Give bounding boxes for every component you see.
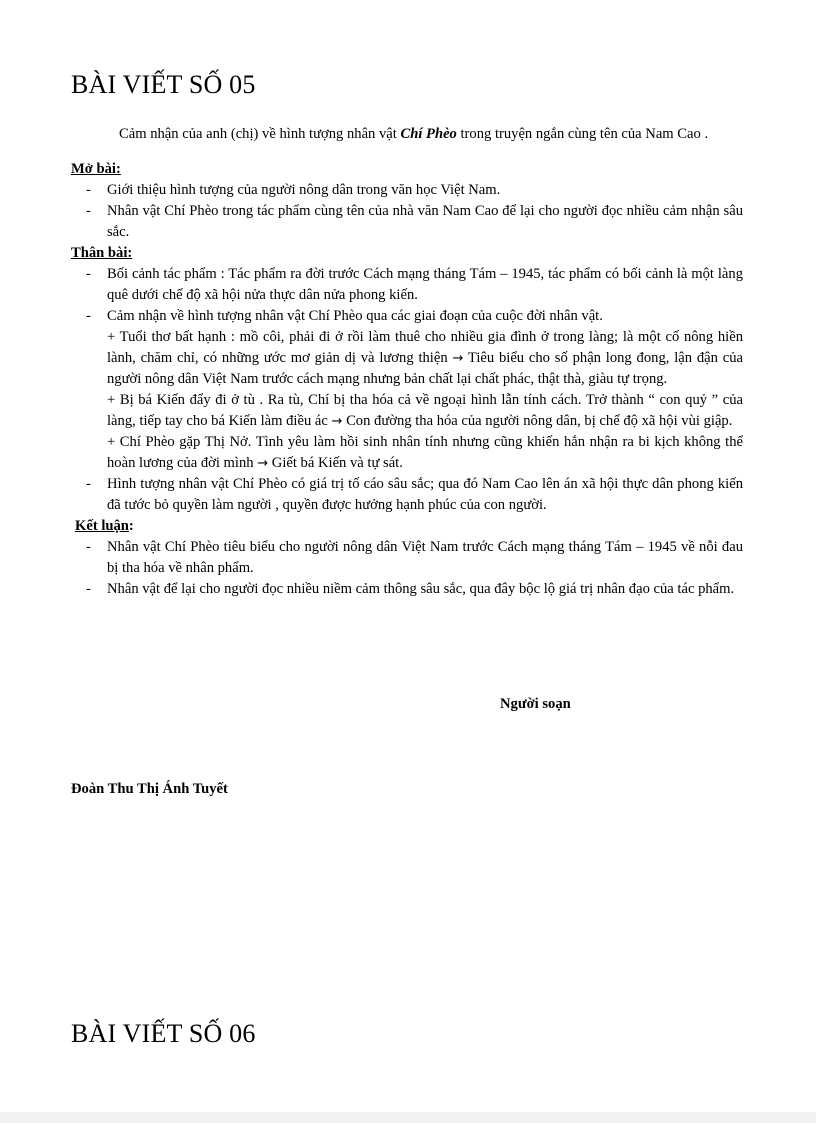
dash-bullet: - — [86, 266, 91, 282]
sub-point-corruption — [71, 390, 743, 432]
essay-body — [71, 124, 743, 600]
dash-bullet: - — [86, 476, 91, 492]
list-item-text: Hình tượng nhân vật Chí Phèo có giá trị tố cáo sâu sắc; qua đó Nam Cao lên án xã hội thực dân phong kiến đã tước bỏ quyền làm người , quyền được hưởng hạnh phúc của con người. — [107, 476, 743, 513]
mo-bai-list — [71, 180, 743, 243]
arrow-icon: → — [257, 456, 269, 471]
arrow-icon: → — [331, 414, 343, 429]
section-title-ket-luan — [71, 516, 743, 537]
sub-point-childhood — [71, 327, 743, 390]
list-item — [71, 306, 743, 327]
sub-point-text: + Bị bá Kiến đẩy đi ở tù . Ra tù, Chí bị tha hóa cả về ngoại hình lẫn tính cách. Trở thành “ con quỷ ” của làng, tiếp tay cho bá Kiến làm điều ác — [107, 392, 743, 429]
author-name: Đoàn Thu Thị Ánh Tuyết — [71, 781, 228, 797]
ket-luan-label: Kết luận — [75, 518, 129, 534]
dash-bullet: - — [86, 182, 91, 198]
sub-point-text: + Chí Phèo gặp Thị Nở. Tình yêu làm hồi sinh nhân tính nhưng cũng khiến hắn nhận ra bi kịch không thể hoàn lương của đời mình — [107, 434, 743, 471]
prompt-character-name: Chí Phèo — [400, 126, 457, 142]
list-item — [71, 264, 743, 306]
essay-prompt — [71, 124, 743, 145]
than-bai-list-continued — [71, 474, 743, 516]
sub-point-thi-no — [71, 432, 743, 474]
sub-point-text: Giết bá Kiến và tự sát. — [268, 455, 403, 471]
list-item-text: Nhân vật Chí Phèo tiêu biểu cho người nông dân Việt Nam trước Cách mạng tháng Tám – 1945 về nỗi đau bị tha hóa về nhân phẩm. — [107, 539, 743, 576]
dash-bullet: - — [86, 203, 91, 219]
essay-heading-06: BÀI VIẾT SỐ 06 — [71, 1019, 256, 1048]
essay-heading-05: BÀI VIẾT SỐ 05 — [71, 70, 256, 99]
signer-label: Người soạn — [500, 696, 571, 712]
ket-luan-colon: : — [128, 518, 134, 534]
page-bottom-band — [0, 1112, 816, 1123]
prompt-text-after: trong truyện ngắn cùng tên của Nam Cao . — [456, 126, 709, 142]
list-item-text: Giới thiệu hình tượng của người nông dân trong văn học Việt Nam. — [107, 182, 501, 198]
list-item-text: Cảm nhận về hình tượng nhân vật Chí Phèo qua các giai đoạn của cuộc đời nhân vật. — [107, 308, 603, 324]
sub-point-text: Tiêu biểu cho số phận long đong, lận đận của người nông dân Việt Nam trước cách mạng nhưng bản chất lại chất phác, thật thà, giàu tự trọng. — [107, 350, 743, 387]
dash-bullet: - — [86, 539, 91, 555]
dash-bullet: - — [86, 308, 91, 324]
sub-point-text: Con đường tha hóa của người nông dân, bị chế độ xã hội vùi giập. — [342, 413, 733, 429]
than-bai-list — [71, 264, 743, 327]
list-item — [71, 180, 743, 201]
list-item — [71, 474, 743, 516]
section-title-than-bai: Thân bài: — [71, 245, 133, 261]
list-item-text: Bối cảnh tác phẩm : Tác phẩm ra đời trước Cách mạng tháng Tám – 1945, tác phẩm có bối cảnh là một làng quê dưới chế độ xã hội nửa thực dân nửa phong kiến. — [107, 266, 743, 303]
ket-luan-list — [71, 537, 743, 600]
list-item — [71, 579, 743, 600]
list-item-text: Nhân vật để lại cho người đọc nhiều niềm cảm thông sâu sắc, qua đây bộc lộ giá trị nhân đạo của tác phẩm. — [107, 581, 735, 597]
dash-bullet: - — [86, 581, 91, 597]
section-title-mo-bai: Mở bài: — [71, 161, 121, 177]
arrow-icon: → — [452, 351, 464, 366]
list-item — [71, 201, 743, 243]
prompt-text-before: Cảm nhận của anh (chị) về hình tượng nhân vật — [119, 126, 401, 142]
sub-point-text: + Tuổi thơ bất hạnh : mồ côi, phải đi ở rồi làm thuê cho nhiều gia đình ở trong làng; là một cố nông hiền lành, chăm chỉ, có những ước mơ giản dị và lương thiện — [107, 329, 743, 366]
list-item — [71, 537, 743, 579]
list-item-text: Nhân vật Chí Phèo trong tác phẩm cùng tên của nhà văn Nam Cao để lại cho người đọc nhiều cảm nhận sâu sắc. — [107, 203, 743, 240]
